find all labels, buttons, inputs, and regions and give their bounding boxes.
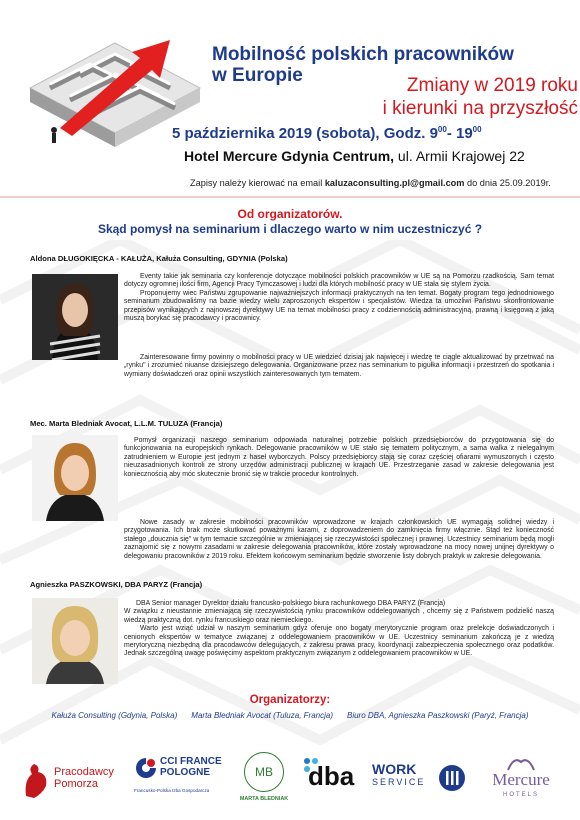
work-service-logo: WORK SERVICE — [372, 762, 468, 798]
signup-info: Zapisy należy kierować na email kaluzaconsulting.pl@gmail.com do dnia 25.09.2019r. — [190, 178, 551, 188]
organizers-list — [0, 711, 580, 720]
organizer-item: Kałuża Consulting (Gdynia, Polska) — [51, 711, 178, 720]
mercure-logo: Mercure HOTELS — [478, 754, 564, 810]
griffin-icon — [22, 760, 52, 800]
speaker-photo — [32, 598, 118, 684]
event-subtitle: Zmiany w 2019 roku i kierunki na przyszłość — [382, 75, 578, 119]
marta-bledniak-logo: MB MARTA BLEDNIAK — [234, 750, 294, 816]
event-date: 5 października 2019 (sobota), Godz. $9^{00}-$ $19^{00}$ — [172, 125, 482, 142]
pracodawcy-pomorza-logo: Pracodawcy Pomorza — [22, 756, 122, 806]
speaker-name: Aldona DŁUGOKIĘCKA - KAŁUŻA, Kałuża Consulting, GDYNIA (Polska) — [30, 254, 288, 263]
speaker-name: Mec. Marta Bledniak Avocat, L.L.M. TULUZA (Francja) — [30, 419, 223, 428]
speaker-name: Agnieszka PASZKOWSKI, DBA PARYZ (Francja) — [30, 580, 203, 589]
intro-question: Skąd pomysł na seminarium i dlaczego warto w nim uczestniczyć ? — [97, 222, 483, 236]
speaker-photo — [32, 274, 118, 360]
organizer-item: Marta Bledniak Avocat (Tuluza, Francja) — [191, 711, 333, 720]
organizers-heading: Organizatorzy: — [249, 694, 331, 706]
speaker-text: DBA Senior manager Dyrektor działu francusko-polskiego biura rachunkowego DBA PARYZ (Francja) W związku z nieustannie zmieniającą się rzeczywistością rynku pracowników oddelegowanych , chcemy się z Państwem podzielić naszą wiedzą praktyczną dot. rynku francuskiego oraz niemieckiego. Warto jest wziąć udział w naszym seminarium gdyż oferuje ono bogaty merytorycznie program oraz prelekcje doświadczonych i cenionych ekspertów w tematyce związanej z oddelegowaniem pracowników w UE. Uczestnicy seminarium zakończą je z wiedzą merytoryczną niezbędną dla pracodawców delegujących, z zakresu prawa pracy, koordynacji zabezpieczenia społecznego oraz podatków. Jednak szczególną uwagę poświęcimy aspektom praktycznym związanym z oddelegowaniem pracowników w UE. — [124, 600, 554, 658]
speaker-text: Eventy takie jak seminaria czy konferencje dotyczące mobilności polskich pracowników w UE są na Pomorzu rzadkością. Sam temat dotyczy ogromnej ilości firm, Agencji Pracy Tymczasowej i ludzi dla których mobilność pracy w UE stała się stylem życia. Proponujemy wiec Państwu zgrupowanie najważniejszych informacji praktycznych na ten temat. Bogaty program tego jednodniowego seminarium zbudowaliśmy na bazie wiedzy wielu zaproszonych ekspertów i specjalistów. Wiedza ta umożliwi Państwu skonfrontowanie przepisów wynikających z najnowszej dyrektywy UE na temat mobilności pracy z codziennością administracyjną, prawną i księgową z jaką muszą borykać się pracodawcy i pracownicy. — [124, 273, 554, 323]
intro-heading: Od organizatorów. — [237, 207, 343, 221]
signup-email[interactable]: kaluzaconsulting.pl@gmail.com — [324, 178, 465, 188]
cci-france-pologne-logo: CCI FRANCE POLOGNE Francusko-Polska Izba Gospodarcza — [134, 756, 222, 793]
speaker-text-cont: Zainteresowane firmy powinny o mobilności pracy w UE wiedzieć dzisiaj jak najwięcej i wiedzę te ciągle aktualizować by przetrwać na „rynku" i zrozumieć niuanse dzisiejszego delegowania. Organizowane przez nas seminarium to pigułka informacji i przestrzeń do spotkania i wymiany doświadczeń oraz opinii wszystkich zainteresowanych tym tematem. — [124, 354, 554, 378]
organizer-item: Biuro DBA, Agnieszka Paszkowski (Paryż, Francja) — [346, 711, 529, 720]
sponsor-logos — [0, 742, 580, 820]
cci-emblem-icon — [134, 756, 158, 780]
speaker-text: Pomysł organizacji naszego seminarium odpowiada naturalnej potrzebie polskich przedsiębiorców do przygotowania się do funkcjonowania na europejskich rynkach. Delegowanie pracowników w UE stało się tematem politycznym, a sama walka z nielegalnym zatrudnieniem w Europie jest jednym z haseł wyborczych. Polscy przedsiębiorcy stają się coraz częściej ofiarami wymuszonych i często nieuzasadnionych kontroli ze strony urzędów administracji publicznej w krajach UE. Przestrzeganie zasad w zakresie delegowania jest koniecznością aby móc skutecznie bronić się w trakcie procedur kontrolnych. — [124, 437, 554, 478]
speaker-photo — [32, 435, 118, 521]
event-venue: Hotel Mercure Gdynia Centrum, ul. Armii Krajowej 22 — [184, 148, 525, 164]
dba-logo: dba — [302, 756, 366, 796]
event-title: Mobilność polskich pracowników w Europie — [212, 44, 514, 86]
divider — [0, 196, 580, 198]
maze-illustration — [20, 18, 210, 168]
speaker-text-cont: Nowe zasady w zakresie mobilności pracowników wprowadzone w krajach członkowskich UE wymagają solidnej wiedzy i przygotowania. Ich brak może skutkować poważnymi karami, z doprowadzeniem do zamknięcia firmy włącznie. Stąd też konieczność stałego „doucznia się" w tym temacie szczególnie w zmieniającej się rzeczywistości społecznej i prawnej. Uczestnicy seminarium będą mogli zaznajomić się z nowymi zasadami w zakresie delegowania pracowników, które zostały wprowadzone na mocy nowej unijnej dyrektywy o delegowaniu pracowników z 2019 roku. Efektem końcowym seminarium będzie stworzenie listy dobrych praktyk w zakresie delegowania. — [124, 519, 554, 560]
work-service-icon — [438, 764, 466, 792]
